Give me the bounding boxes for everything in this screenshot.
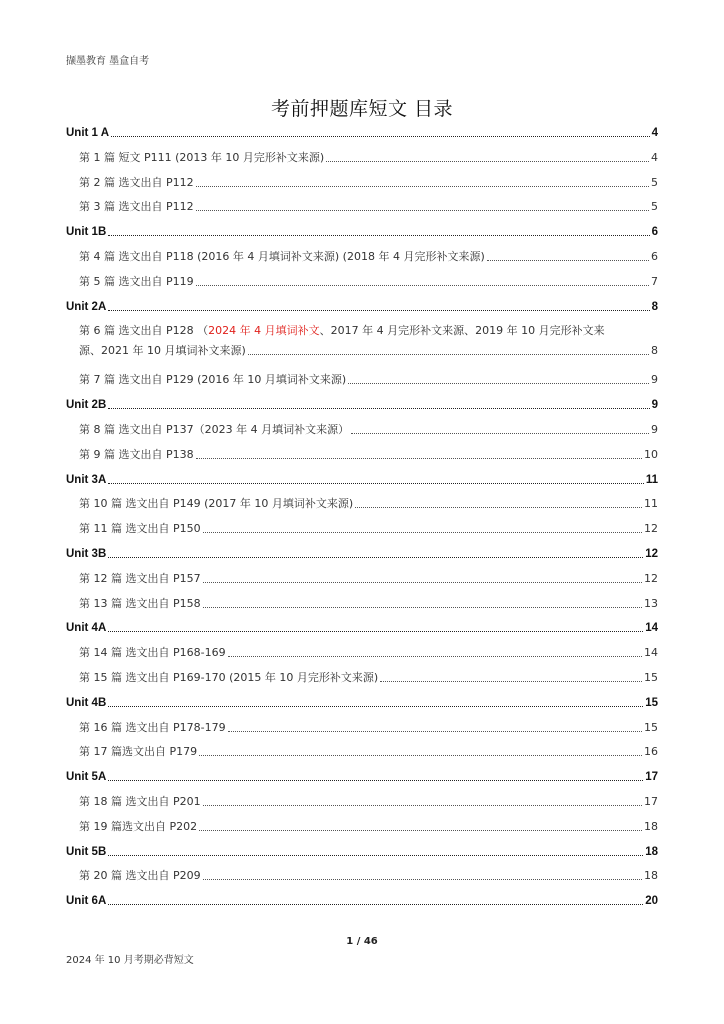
toc-entry-page: 12 [644,571,658,585]
toc-entry[interactable] [79,423,658,437]
toc-entry-page: 7 [651,274,658,288]
dot-leader [326,161,649,162]
toc-entry[interactable] [79,275,658,289]
toc-entry-text: 第 16 篇 选文出自 P178-179 [79,720,226,734]
document-header: 撷墨教育 墨盒自考 [66,56,150,67]
toc-unit-heading[interactable] [66,398,658,412]
toc-entry-highlight: 2024 年 4 月填词补文 [208,324,320,338]
toc-entry-text: 第 5 篇 选文出自 P119 [79,274,194,288]
toc-unit-title: Unit 3B [66,548,107,560]
toc-unit-heading[interactable] [66,547,658,561]
dot-leader [203,879,642,880]
toc-unit-heading[interactable] [66,770,658,784]
dot-leader [248,354,649,355]
dot-leader [203,532,642,533]
dot-leader [108,780,643,781]
toc-entry-page: 5 [651,200,658,214]
toc-unit-heading[interactable] [66,300,658,314]
page-title: 考前押题库短文 目录 [270,98,454,120]
toc-entry[interactable] [79,373,658,387]
toc-entry-page: 17 [644,795,658,808]
toc-entry-text: 源、2021 年 10 月填词补文来源) [79,344,246,358]
toc-entry[interactable] [79,671,658,685]
toc-unit-heading[interactable] [66,845,658,859]
document-footer: 2024 年 10 月考期必背短文 [66,955,194,966]
toc-entry-text: 第 12 篇 选文出自 P157 [79,571,201,585]
toc-unit-title: Unit 1B [66,226,107,239]
toc-entry-text: 第 9 篇 选文出自 P138 [79,447,194,461]
toc-entry-line1 [79,321,658,341]
toc-unit-page: 18 [645,845,658,858]
toc-entry[interactable] [79,572,658,586]
toc-entry[interactable] [79,200,658,214]
dot-leader [348,383,649,384]
toc-unit-title: Unit 2A [66,300,107,313]
toc-entry-page: 11 [644,497,658,511]
toc-unit-page: 14 [645,622,658,635]
toc-unit-heading[interactable] [66,696,658,710]
dot-leader [199,830,642,831]
toc-entry-page: 18 [644,819,658,833]
toc-entry-suffix: 、2017 年 4 月完形补文来源、2019 年 10 月完形补文来 [319,324,605,338]
toc-unit-page: 4 [651,127,658,139]
toc-entry-page: 4 [651,150,658,164]
dot-leader [108,904,643,905]
toc-entry-text: 第 8 篇 选文出自 P137（2023 年 4 月填词补文来源） [79,423,350,436]
toc-entry[interactable] [79,448,658,462]
toc-entry-text: 第 3 篇 选文出自 P112 [79,200,194,214]
toc-entry-line2 [79,341,658,361]
toc-entry-text: 第 1 篇 短文 P111 (2013 年 10 月完形补文来源) [79,150,325,164]
toc-unit-page: 9 [651,399,658,412]
toc-unit-heading[interactable] [66,225,658,239]
toc-entry-page: 9 [651,423,658,436]
toc-entry-text: 第 15 篇 选文出自 P169-170 (2015 年 10 月完形补文来源) [79,671,379,684]
toc-unit-page: 15 [645,696,658,709]
dot-leader [203,805,642,806]
toc-entry-text: 第 18 篇 选文出自 P201 [79,795,201,808]
toc-unit-title: Unit 4B [66,696,107,709]
toc-entry-text: 第 17 篇选文出自 P179 [79,745,198,759]
toc-unit-heading[interactable] [66,126,658,140]
toc-entry-text: 第 20 篇 选文出自 P209 [79,869,201,883]
toc-unit-page: 8 [651,300,658,313]
toc-entry[interactable] [79,795,658,809]
toc-entry-page: 6 [651,250,658,263]
toc-unit-title: Unit 5B [66,845,107,858]
toc-entry-page: 5 [651,175,658,189]
toc-entry-text: 第 14 篇 选文出自 P168-169 [79,646,226,660]
toc-entry[interactable] [79,176,658,190]
toc-unit-heading[interactable] [66,621,658,635]
dot-leader [203,582,642,583]
toc-entry[interactable] [79,597,658,611]
dot-leader [196,285,649,286]
toc-entry[interactable] [79,497,658,511]
toc-entry-text: 第 13 篇 选文出自 P158 [79,596,201,610]
dot-leader [228,656,642,657]
toc-entry[interactable] [79,522,658,536]
dot-leader [487,260,649,261]
dot-leader [203,607,642,608]
dot-leader [228,731,642,732]
toc-unit-page: 20 [645,895,658,908]
toc-entry[interactable] [79,820,658,834]
toc-unit-heading[interactable] [66,473,658,487]
dot-leader [351,433,649,434]
toc-entry[interactable] [79,646,658,660]
toc-entry-page: 15 [644,720,658,734]
toc-unit-heading[interactable] [66,894,658,908]
toc-entry-page: 8 [651,344,658,358]
toc-unit-page: 12 [645,548,658,560]
dot-leader [196,186,649,187]
toc-entry-page: 16 [644,745,658,759]
dot-leader [196,210,649,211]
dot-leader [199,755,642,756]
toc-entry[interactable] [79,721,658,735]
toc-unit-title: Unit 6A [66,895,107,908]
dot-leader [108,408,649,409]
toc-entry-text: 第 11 篇 选文出自 P150 [79,522,201,536]
dot-leader [108,235,649,236]
toc-entry-page: 14 [644,646,658,660]
toc-entry-text: 第 2 篇 选文出自 P112 [79,175,194,189]
toc-entry-prefix: 第 6 篇 选文出自 P128 （ [79,324,209,338]
dot-leader [108,310,649,311]
toc-unit-title: Unit 2B [66,399,107,412]
toc-entry-text: 第 19 篇选文出自 P202 [79,819,198,833]
toc-unit-title: Unit 3A [66,473,107,486]
toc-unit-page: 6 [651,226,658,239]
toc-entry[interactable] [79,151,658,165]
toc-unit-title: Unit 5A [66,771,107,784]
toc-entry-wrapped[interactable] [79,321,658,361]
toc-entry[interactable] [79,250,658,264]
toc-entry-page: 10 [644,447,658,461]
dot-leader [108,483,644,484]
toc-entry-text: 第 7 篇 选文出自 P129 (2016 年 10 月填词补文来源) [79,373,347,387]
dot-leader [111,136,650,137]
dot-leader [355,507,642,508]
toc-unit-title: Unit 1 A [66,127,110,139]
toc-unit-page: 17 [645,771,658,784]
toc-entry[interactable] [79,869,658,883]
dot-leader [108,706,643,707]
dot-leader [108,855,643,856]
toc-entry-page: 18 [644,869,658,883]
toc-entry[interactable] [79,745,658,759]
toc-entry-text: 第 10 篇 选文出自 P149 (2017 年 10 月填词补文来源) [79,497,354,511]
toc-unit-page: 11 [645,473,658,486]
dot-leader [108,631,643,632]
toc-entry-page: 13 [644,596,658,610]
toc-entry-page: 12 [644,522,658,536]
toc-unit-title: Unit 4A [66,622,107,635]
dot-leader [196,458,642,459]
dot-leader [108,557,643,558]
toc-entry-page: 9 [651,373,658,387]
toc-entry-page: 15 [644,671,658,684]
toc-entry-text: 第 4 篇 选文出自 P118 (2016 年 4 月填词补文来源) (2018 年 4 月完形补文来源) [79,250,485,263]
page-indicator: 1 / 46 [346,936,378,947]
dot-leader [380,681,642,682]
